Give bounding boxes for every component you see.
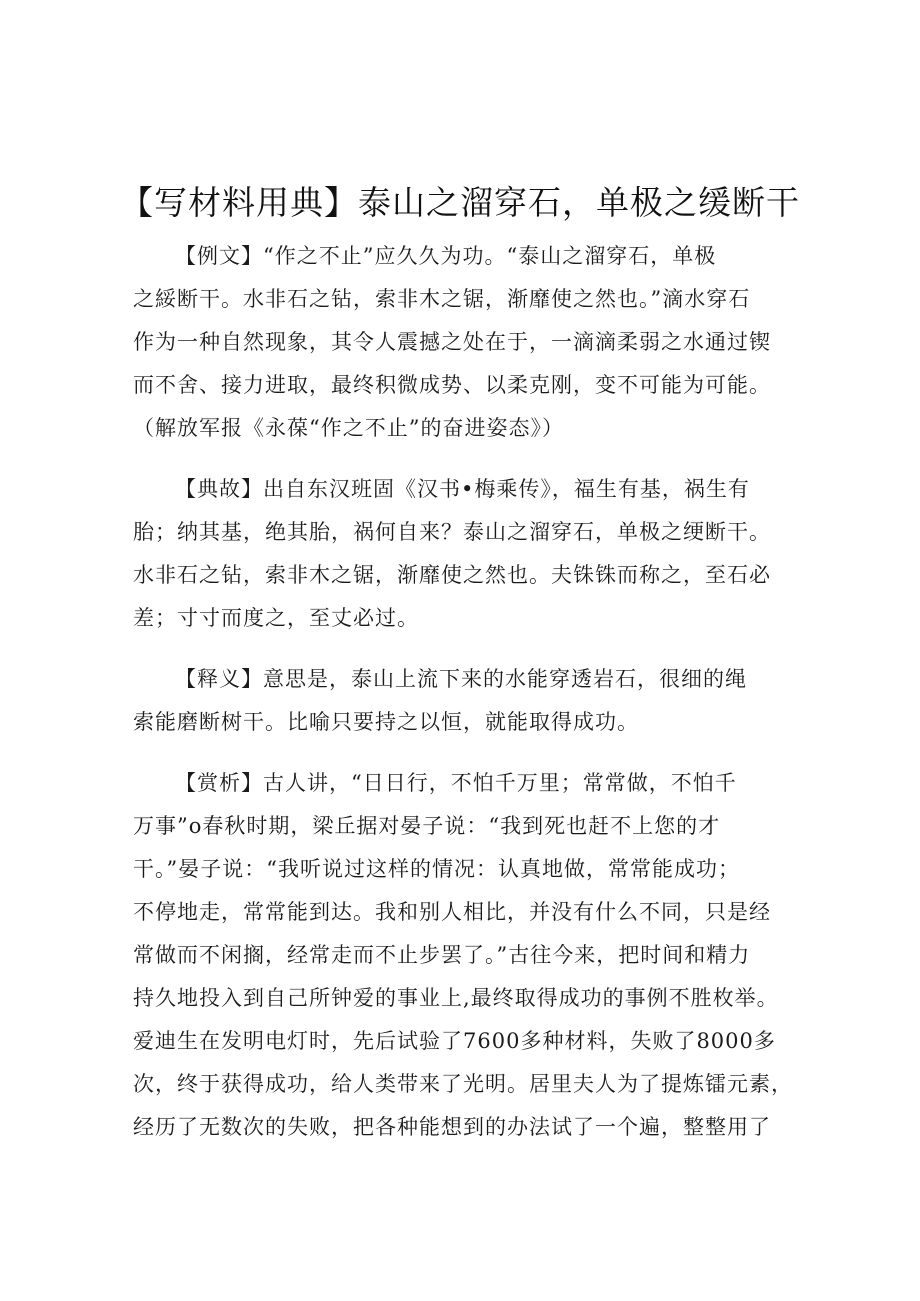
- paragraph-meaning: [133, 658, 809, 744]
- text-line: 不停地走，常常能到达。我和别人相比，并没有什么不同，只是经: [133, 900, 771, 924]
- document-body: [133, 235, 809, 1167]
- text-line: 干。”晏子说：“我听说过这样的情况：认真地做，常常能成功；: [133, 857, 740, 881]
- text-line: 万事”o春秋时期，梁丘据对晏子说：“我到死也赶不上您的才: [133, 814, 721, 838]
- document-title: 【写材料用典】泰山之溜穿石，单极之缓断干: [120, 183, 800, 222]
- text-line: 之綏断干。水非石之钻，索非木之锯，渐靡使之然也。”滴水穿石: [133, 287, 751, 311]
- text-line: 胎；纳其基，绝其胎，祸何自来？泰山之溜穿石，单极之绠断干。: [133, 520, 771, 544]
- text-line: 而不舍、接力进取，最终积微成势、以柔克刚，变不可能为可能。: [133, 373, 771, 397]
- text-line: 【赏析】古人讲，“日日行，不怕千万里；常常做，不怕千: [175, 771, 737, 795]
- text-line: 爱迪生在发明电灯时，先后试验了7600多种材料，失败了8000多: [133, 1029, 776, 1053]
- text-line: 【释义】意思是，泰山上流下来的水能穿透岩石，很细的绳: [175, 667, 747, 691]
- text-line: 常做而不闲搁，经常走而不止步罢了。”古往今来，把时间和精力: [133, 943, 751, 967]
- paragraph-allusion: [133, 468, 809, 640]
- text-line: 【典故】出自东汉班固《汉书•梅乘传》，福生有基，祸生有: [175, 477, 750, 501]
- text-line: 差；寸寸而度之，至丈必过。: [133, 606, 419, 630]
- paragraph-appreciation: [133, 762, 809, 1149]
- text-line: 作为一种自然现象，其令人震撼之处在于，一滴滴柔弱之水通过锲: [133, 330, 771, 354]
- text-line: 经历了无数次的失败，把各种能想到的办法试了一个遍，整整用了: [133, 1115, 771, 1139]
- text-line: 次，终于获得成功，给人类带来了光明。居里夫人为了提炼镭元素，: [133, 1072, 793, 1096]
- text-line: 持久地投入到自己所钟爱的事业上,最终取得成功的事例不胜枚举。: [133, 986, 779, 1010]
- text-line: （解放军报《永葆“作之不止”的奋进姿态》）: [133, 416, 564, 440]
- text-line: 索能磨断树干。比喻只要持之以恒，就能取得成功。: [133, 710, 639, 734]
- text-line: 【例文】“作之不止”应久久为功。“泰山之溜穿石，单极: [175, 244, 717, 268]
- text-line: 水非石之钻，索非木之锯，渐靡使之然也。夫铢铢而称之，至石必: [133, 563, 771, 587]
- paragraph-example: [133, 235, 809, 450]
